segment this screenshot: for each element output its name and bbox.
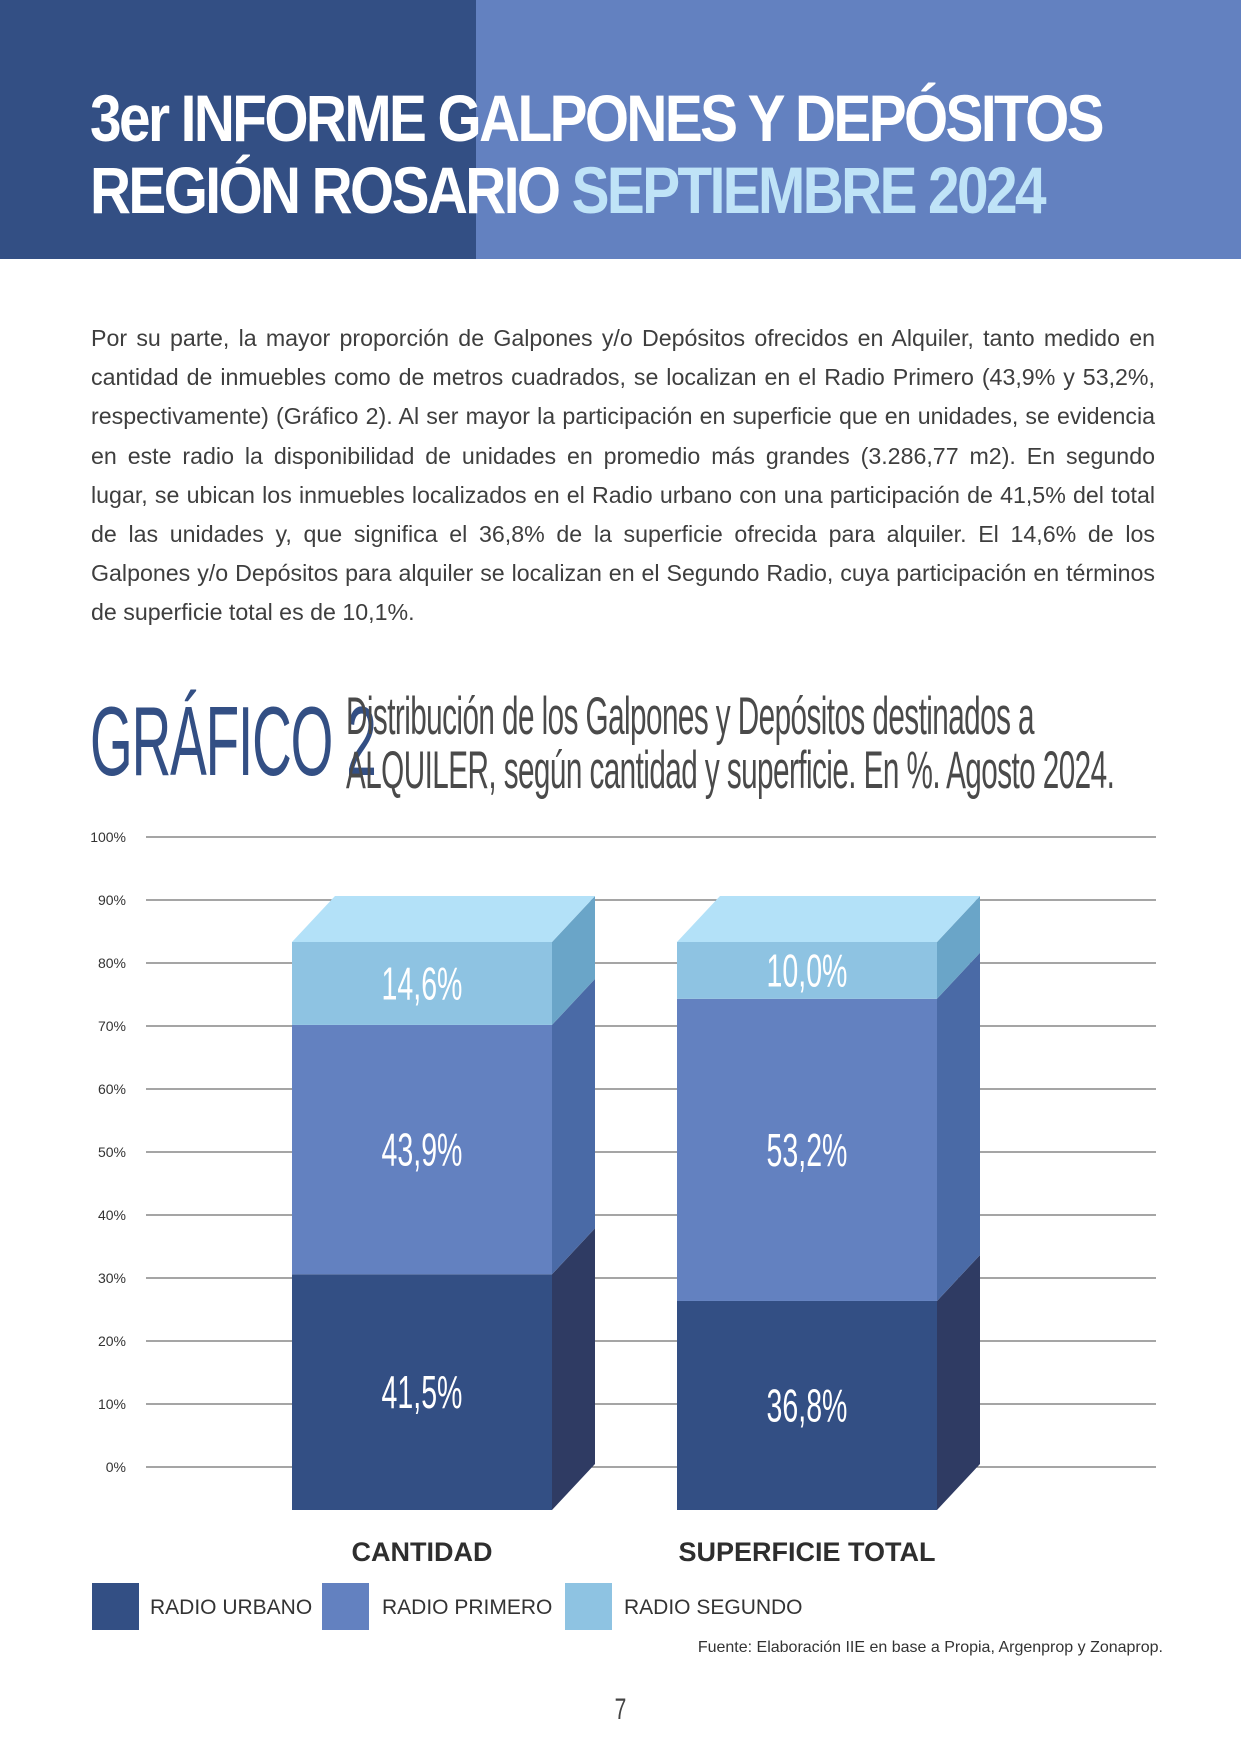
legend-swatch-radio-primero bbox=[322, 1583, 369, 1630]
y-tick-label: 80% bbox=[97, 955, 126, 971]
data-label: 53,2% bbox=[766, 1125, 848, 1177]
legend-label-radio-primero: RADIO PRIMERO bbox=[382, 1596, 553, 1619]
category-label-superficie: SUPERFICIE TOTAL bbox=[678, 1537, 936, 1567]
page-number: 7 bbox=[614, 1693, 627, 1726]
legend-label-radio-urbano: RADIO URBANO bbox=[150, 1596, 313, 1619]
y-tick-label: 70% bbox=[97, 1018, 126, 1034]
chart-description-line-1: Distribución de los Galpones y Depósitos destinados a bbox=[346, 687, 1034, 746]
legend-label-radio-segundo: RADIO SEGUNDO bbox=[624, 1596, 803, 1619]
legend-swatch-radio-urbano bbox=[92, 1583, 139, 1630]
bar-top-superficie bbox=[677, 896, 980, 942]
body-paragraph: Por su parte, la mayor proporción de Galpones y/o Depósitos ofrecidos en Alquiler, tanto medido en cantidad de inmuebles como de metros cuadrados, se localizan en el Radio Primero (43,9% y 53,2%, respectivamente) (Gráfico 2). Al ser mayor la participación en superficie que en unidades, se evidencia en este radio la disponibilidad de unidades en promedio más grandes (3.286,77 m2). En segundo lugar, se ubican los inmuebles localizados en el Radio urbano con una participación de 41,5% del total de las unidades y, que significa el 36,8% de la superficie ofrecida para alquiler. El 14,6% de los Galpones y/o Depósitos para alquiler se localizan en el Segundo Radio, cuya participación en términos de superficie total es de 10,1%. bbox=[91, 325, 1155, 626]
legend-swatch-radio-segundo bbox=[565, 1583, 612, 1630]
y-tick-label: 90% bbox=[97, 892, 126, 908]
chart-number-label: GRÁFICO 2 bbox=[90, 686, 376, 796]
category-label-cantidad: CANTIDAD bbox=[351, 1537, 493, 1567]
y-tick-label: 0% bbox=[105, 1459, 126, 1475]
data-label: 14,6% bbox=[381, 958, 463, 1011]
chart-description-line-2: ALQUILER, según cantidad y superficie. En %. Agosto 2024. bbox=[346, 741, 1115, 800]
data-label: 36,8% bbox=[766, 1380, 848, 1433]
y-tick-label: 30% bbox=[97, 1270, 126, 1286]
y-tick-label: 60% bbox=[97, 1081, 126, 1097]
bar-side-cantidad bbox=[552, 979, 595, 1274]
title-line-1: 3er INFORME GALPONES Y DEPÓSITOS bbox=[90, 81, 1102, 155]
y-tick-label: 20% bbox=[97, 1333, 126, 1349]
bar-side-cantidad bbox=[552, 1228, 595, 1510]
data-label: 10,0% bbox=[766, 945, 848, 998]
y-tick-label: 10% bbox=[97, 1396, 126, 1412]
y-tick-label: 100% bbox=[90, 829, 126, 845]
y-tick-label: 40% bbox=[97, 1207, 126, 1223]
title-date: SEPTIEMBRE 2024 bbox=[571, 153, 1044, 227]
bar-top-cantidad bbox=[292, 896, 595, 942]
title-line-2: REGIÓN ROSARIO bbox=[90, 153, 572, 227]
data-label: 41,5% bbox=[381, 1367, 463, 1419]
data-label: 43,9% bbox=[381, 1124, 463, 1177]
bar-side-superficie bbox=[937, 953, 980, 1301]
y-tick-label: 50% bbox=[97, 1144, 126, 1160]
source-note: Fuente: Elaboración IIE en base a Propia, Argenprop y Zonaprop. bbox=[697, 1639, 1163, 1656]
